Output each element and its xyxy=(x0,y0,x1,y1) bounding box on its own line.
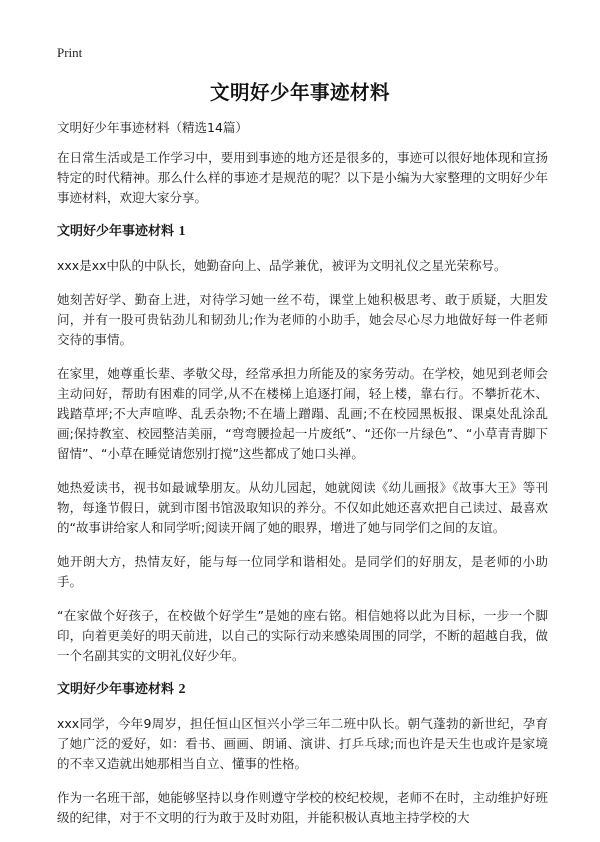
paragraph: 她热爱读书，视书如最诚挚朋友。从幼儿园起，她就阅读《幼儿画报》《故事大王》等刊物，每逢节假日，就到市图书馆汲取知识的养分。不仅如此她还喜欢把自己读过、最喜欢的“故事讲给家人和同学听;阅读开阔了她的眼界，增进了她与同学们之间的友谊。 xyxy=(57,480,548,535)
page-title: 文明好少年事迹材料 xyxy=(209,81,390,104)
paragraph: 她刻苦好学、勤奋上进，对待学习她一丝不苟，课堂上她积极思考、敢于质疑，大胆发问，并有一股可贵钻劲儿和韧劲儿;作为老师的小助手，她会尽心尽力地做好每一件老师交待的事情。 xyxy=(57,292,548,347)
print-link[interactable]: Print xyxy=(57,45,83,60)
section-number: 1 xyxy=(178,224,186,239)
paragraph: 她开朗大方，热情友好，能与每一位同学和谐相处。是同学们的好朋友，是老师的小助手。 xyxy=(57,554,548,589)
section-heading-text: 文明好少年事迹材料 xyxy=(57,682,175,697)
paragraph: 作为一名班干部，她能够坚持以身作则遵守学校的校纪校规，老师不在时，主动维护好班级的纪律，对于不文明的行为敢于及时劝阻，并能积极认真地主持学校的大 xyxy=(57,790,548,825)
section-heading-text: 文明好少年事迹材料 xyxy=(57,224,175,239)
section-number: 2 xyxy=(178,682,186,697)
paragraph: xxx是xx中队的中队长，她勤奋向上、品学兼优，被评为文明礼仪之星光荣称号。 xyxy=(57,258,507,273)
document-subtitle: 文明好少年事迹材料（精选14篇） xyxy=(57,120,248,135)
section-heading-2 xyxy=(57,680,548,700)
section-heading-1 xyxy=(57,222,548,242)
paragraph: “在家做个好孩子，在校做个好学生”是她的座右铭。相信她将以此为目标，一步一个脚印，向着更美好的明天前进，以自己的实际行动来感染周围的同学，不断的超越自我，做一个名副其实的文明礼仪好少年。 xyxy=(57,608,548,663)
paragraph: 在家里，她尊重长辈、孝敬父母，经常承担力所能及的家务劳动。在学校，她见到老师会主动问好，帮助有困难的同学,从不在楼梯上追逐打闹，轻上楼，靠右行。不攀折花木、践踏草坪;不大声喧哗、乱丢杂物;不在墙上蹭蹋、乱画;不在校园黑板报、课桌处乱涂乱画;保持教室、校园整洁美丽，“弯弯腰捡起一片废纸”、“还你一片绿色”、“小草青青脚下留情”、“小草在睡觉请您别打搅”这些都成了她口头禅。 xyxy=(57,366,548,461)
document-body xyxy=(57,118,548,842)
paragraph: xxx同学，今年9周岁，担任恒山区恒兴小学三年二班中队长。朝气蓬勃的新世纪，孕育了她广泛的爱好，如：看书、画画、朗诵、演讲、打乒乓球;而也许是天生也或许是家境的不幸又造就出她那相当自立、懂事的性格。 xyxy=(57,716,548,771)
intro-paragraph: 在日常生活或是工作学习中，要用到事迹的地方还是很多的，事迹可以很好地体现和宣扬特定的时代精神。那么什么样的事迹才是规范的呢？以下是小编为大家整理的文明好少年事迹材料，欢迎大家分享。 xyxy=(57,150,548,205)
